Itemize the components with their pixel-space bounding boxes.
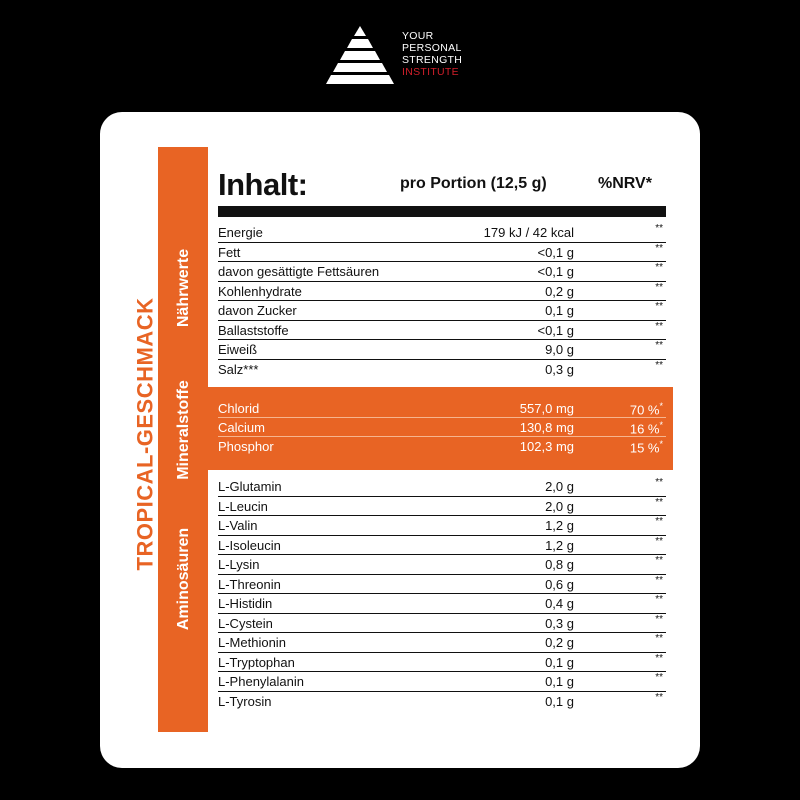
row-nrv: ** bbox=[655, 574, 663, 586]
header-rule bbox=[218, 206, 666, 217]
nutrient-row bbox=[218, 321, 666, 341]
row-name: L-Cystein bbox=[218, 615, 273, 631]
row-nrv: ** bbox=[655, 496, 663, 508]
row-nrv: ** bbox=[655, 223, 663, 234]
nutrient-row bbox=[218, 282, 666, 302]
row-value: 2,0 g bbox=[545, 479, 574, 494]
mineral-row bbox=[218, 418, 666, 437]
row-name: L-Isoleucin bbox=[218, 537, 281, 553]
row-nrv: ** bbox=[655, 320, 663, 332]
row-nrv: ** bbox=[655, 594, 663, 605]
row-nrv: 70 %* bbox=[629, 401, 663, 418]
row-name: L-Threonin bbox=[218, 576, 281, 592]
row-name: L-Phenylalanin bbox=[218, 674, 305, 689]
row-value: 0,1 g bbox=[545, 303, 574, 318]
logo-wordmark bbox=[402, 30, 462, 78]
row-name: L-Tyrosin bbox=[218, 693, 272, 709]
row-nrv: ** bbox=[655, 281, 663, 293]
row-value: <0,1 g bbox=[537, 322, 574, 338]
section-label-aminosaeuren: Aminosäuren bbox=[175, 527, 192, 631]
row-value: 557,0 mg bbox=[519, 401, 574, 416]
row-value: 1,2 g bbox=[545, 518, 574, 533]
nutrient-row bbox=[218, 340, 666, 360]
row-nrv: ** bbox=[655, 301, 663, 312]
pyramid-logo-icon bbox=[322, 24, 398, 86]
row-value: 0,1 g bbox=[545, 693, 574, 709]
table-title: Inhalt: bbox=[218, 167, 308, 202]
row-value: 1,2 g bbox=[545, 537, 574, 553]
row-nrv: ** bbox=[655, 340, 663, 351]
amino-row bbox=[218, 536, 666, 556]
nutrient-row bbox=[218, 360, 666, 380]
row-nrv: ** bbox=[655, 242, 663, 254]
flavor-label: TROPICAL-GESCHMACK bbox=[132, 297, 157, 571]
row-name: Energie bbox=[218, 225, 263, 240]
row-nrv: ** bbox=[655, 359, 663, 371]
amino-row bbox=[218, 672, 666, 692]
row-name: L-Valin bbox=[218, 518, 258, 533]
row-nrv: ** bbox=[655, 555, 663, 566]
row-value: <0,1 g bbox=[537, 264, 574, 279]
row-value: 0,1 g bbox=[545, 674, 574, 689]
logo-line: STRENGTH bbox=[402, 54, 463, 66]
amino-row bbox=[218, 594, 666, 614]
row-nrv: ** bbox=[655, 262, 663, 273]
row-value: 0,2 g bbox=[545, 283, 574, 299]
row-value: 0,6 g bbox=[545, 576, 574, 592]
section-label-mineralstoffe: Mineralstoffe bbox=[175, 380, 193, 480]
row-value: 0,4 g bbox=[545, 596, 574, 611]
row-value: 9,0 g bbox=[545, 342, 574, 357]
row-name: L-Histidin bbox=[218, 596, 273, 611]
nutrient-row bbox=[218, 243, 666, 263]
amino-row bbox=[218, 497, 666, 517]
amino-row bbox=[218, 575, 666, 595]
row-value: 102,3 mg bbox=[519, 439, 574, 454]
row-name: L-Tryptophan bbox=[218, 654, 295, 670]
amino-row bbox=[218, 614, 666, 634]
row-value: 0,8 g bbox=[545, 557, 574, 572]
row-name: Eiweiß bbox=[218, 342, 258, 357]
row-nrv: 16 %* bbox=[629, 420, 663, 437]
nutrient-row bbox=[218, 223, 666, 243]
amino-row bbox=[218, 516, 666, 536]
row-name: davon gesättigte Fettsäuren bbox=[218, 264, 380, 279]
row-value: 0,3 g bbox=[545, 615, 574, 631]
mineral-row bbox=[218, 437, 666, 456]
nutrient-row bbox=[218, 262, 666, 282]
row-nrv: ** bbox=[655, 516, 663, 527]
row-name: Calcium bbox=[218, 420, 265, 435]
nutrient-row bbox=[218, 301, 666, 321]
row-value: <0,1 g bbox=[537, 244, 574, 260]
row-nrv: ** bbox=[655, 672, 663, 683]
row-value: 0,2 g bbox=[545, 635, 574, 650]
row-name: Fett bbox=[218, 244, 241, 260]
row-nrv: ** bbox=[655, 613, 663, 625]
amino-row bbox=[218, 692, 666, 712]
row-name: Chlorid bbox=[218, 401, 260, 416]
row-value: 0,3 g bbox=[545, 361, 574, 377]
row-nrv: ** bbox=[655, 477, 663, 488]
row-value: 2,0 g bbox=[545, 498, 574, 514]
row-name: L-Glutamin bbox=[218, 479, 282, 494]
logo-line: YOUR bbox=[402, 30, 434, 42]
row-nrv: ** bbox=[655, 652, 663, 664]
row-nrv: ** bbox=[655, 535, 663, 547]
row-nrv: ** bbox=[655, 691, 663, 703]
row-name: L-Lysin bbox=[218, 557, 260, 572]
row-name: L-Leucin bbox=[218, 498, 268, 514]
row-nrv: ** bbox=[655, 633, 663, 644]
amino-row bbox=[218, 555, 666, 575]
row-name: L-Methionin bbox=[218, 635, 286, 650]
row-nrv: 15 %* bbox=[629, 439, 663, 456]
row-value: 0,1 g bbox=[545, 654, 574, 670]
row-value: 179 kJ / 42 kcal bbox=[483, 225, 574, 240]
row-name: Ballaststoffe bbox=[218, 322, 289, 338]
logo-line: PERSONAL bbox=[402, 42, 462, 54]
row-name: davon Zucker bbox=[218, 303, 297, 318]
amino-row bbox=[218, 477, 666, 497]
row-name: Salz*** bbox=[218, 361, 259, 377]
amino-row bbox=[218, 633, 666, 653]
mineral-row bbox=[218, 399, 666, 418]
row-value: 130,8 mg bbox=[519, 420, 574, 435]
logo-line: INSTITUTE bbox=[402, 66, 459, 78]
row-name: Phosphor bbox=[218, 439, 274, 454]
column-header-portion: pro Portion (12,5 g) bbox=[400, 175, 547, 192]
row-name: Kohlenhydrate bbox=[218, 283, 302, 299]
section-label-naehrwerte: Nährwerte bbox=[175, 248, 192, 328]
brand-logo bbox=[322, 24, 482, 86]
amino-row bbox=[218, 653, 666, 673]
column-header-nrv: %NRV* bbox=[598, 175, 652, 192]
